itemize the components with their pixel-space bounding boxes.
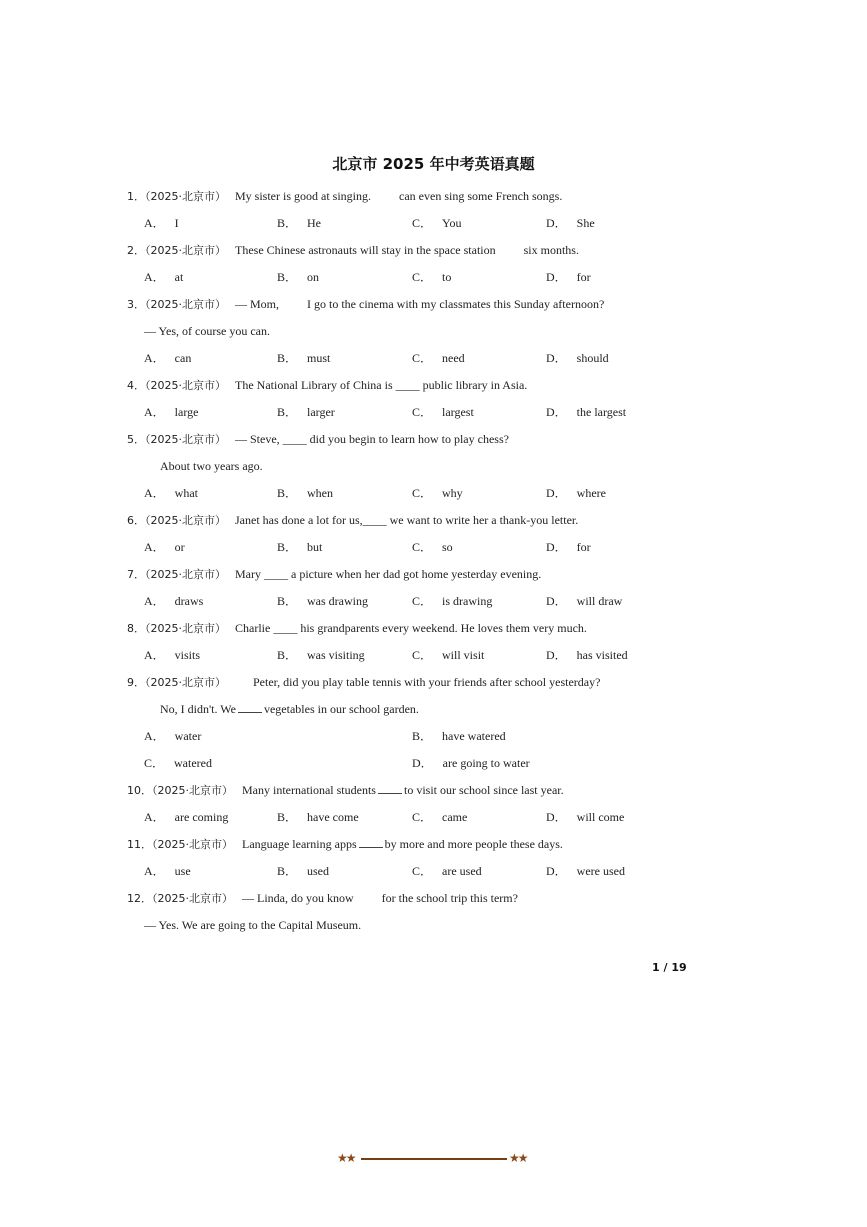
option-c[interactable]: C． will visit <box>412 648 485 662</box>
question-stem: — Steve, ____ did you begin to learn how to play chess? <box>235 432 509 446</box>
question-5 <box>127 431 509 448</box>
footer-ornament <box>337 1151 533 1167</box>
question-source-tag: （2025·北京市） <box>145 298 226 311</box>
footer-rule <box>361 1158 507 1160</box>
question-stem-cont: I go to the cinema with my classmates this Sunday afternoon? <box>307 297 605 311</box>
option-d[interactable]: D． has visited <box>546 648 628 662</box>
option-b[interactable]: B． used <box>277 864 330 878</box>
option-a[interactable]: A． water <box>144 729 202 743</box>
page-number: 1 / 19 <box>652 961 687 974</box>
question-stem: Language learning apps <box>242 837 357 851</box>
question-source-tag: （2025·北京市） <box>145 190 226 203</box>
star-icon: ★★ <box>509 1151 527 1165</box>
option-d[interactable]: D． for <box>546 270 591 284</box>
question-number: 7． <box>127 568 145 581</box>
answer-blank <box>359 836 383 848</box>
option-c[interactable]: C． watered <box>144 756 212 770</box>
question-8 <box>127 620 587 637</box>
question-number: 12． <box>127 892 152 905</box>
question-stem-cont: by more and more people these days. <box>384 837 563 851</box>
question-6 <box>127 512 578 529</box>
question-response: No, I didn't. We vegetables in our school garden. <box>160 702 419 716</box>
option-c[interactable]: C． need <box>412 351 465 365</box>
option-d[interactable]: D． should <box>546 351 609 365</box>
question-response: About two years ago. <box>160 459 263 473</box>
option-c[interactable]: C． so <box>412 540 453 554</box>
question-number: 10． <box>127 784 152 797</box>
question-number: 5． <box>127 433 145 446</box>
option-b[interactable]: B． was drawing <box>277 594 368 608</box>
option-d[interactable]: D． the largest <box>546 405 627 419</box>
option-b[interactable]: B． but <box>277 540 323 554</box>
question-10 <box>127 782 564 799</box>
option-d[interactable]: D． will draw <box>546 594 623 608</box>
option-c[interactable]: C． to <box>412 270 452 284</box>
answer-blank <box>378 782 402 794</box>
question-stem: Many international students <box>242 783 376 797</box>
option-a[interactable]: A． use <box>144 864 191 878</box>
question-stem: My sister is good at singing. <box>235 189 372 203</box>
question-2 <box>127 242 579 259</box>
question-source-tag: （2025·北京市） <box>145 622 226 635</box>
question-4 <box>127 377 527 394</box>
page-title: 北京市 2025 年中考英语真题 <box>332 155 535 173</box>
question-source-tag: （2025·北京市） <box>145 568 226 581</box>
option-b[interactable]: B． was visiting <box>277 648 365 662</box>
question-number: 9． <box>127 676 145 689</box>
question-stem: These Chinese astronauts will stay in the space station <box>235 243 496 257</box>
question-stem: The National Library of China is ____ public library in Asia. <box>235 378 528 392</box>
option-d[interactable]: D． She <box>546 216 595 230</box>
option-b[interactable]: B． must <box>277 351 331 365</box>
option-a[interactable]: A． what <box>144 486 198 500</box>
question-number: 6． <box>127 514 145 527</box>
question-stem: — Linda, do you know <box>242 891 354 905</box>
option-b[interactable]: B． have come <box>277 810 359 824</box>
question-number: 2． <box>127 244 145 257</box>
question-response: — Yes, of course you can. <box>144 324 270 338</box>
option-c[interactable]: C． came <box>412 810 468 824</box>
question-stem: Charlie ____ his grandparents every weekend. He loves them very much. <box>235 621 587 635</box>
question-number: 8． <box>127 622 145 635</box>
option-a[interactable]: A． draws <box>144 594 204 608</box>
option-a[interactable]: A． large <box>144 405 199 419</box>
option-d[interactable]: D． where <box>546 486 606 500</box>
question-7 <box>127 566 541 583</box>
question-response: — Yes. We are going to the Capital Museum. <box>144 918 362 932</box>
question-3 <box>127 296 604 313</box>
question-source-tag: （2025·北京市） <box>152 784 233 797</box>
question-source-tag: （2025·北京市） <box>145 514 226 527</box>
question-stem-cont: for the school trip this term? <box>381 891 518 905</box>
option-b[interactable]: B． have watered <box>412 729 506 743</box>
option-d[interactable]: D． for <box>546 540 591 554</box>
question-source-tag: （2025·北京市） <box>145 433 226 446</box>
option-c[interactable]: C． largest <box>412 405 474 419</box>
question-11 <box>127 836 563 853</box>
star-icon: ★★ <box>337 1151 355 1165</box>
question-stem: Peter, did you play table tennis with your friends after school yesterday? <box>253 675 601 689</box>
option-b[interactable]: B． larger <box>277 405 335 419</box>
option-a[interactable]: A． at <box>144 270 184 284</box>
question-number: 4． <box>127 379 145 392</box>
option-a[interactable]: A． or <box>144 540 185 554</box>
question-source-tag: （2025·北京市） <box>145 379 226 392</box>
option-a[interactable]: A． I <box>144 216 179 230</box>
question-stem-cont: six months. <box>523 243 579 257</box>
option-a[interactable]: A． visits <box>144 648 201 662</box>
option-b[interactable]: B． when <box>277 486 334 500</box>
question-stem-cont: to visit our school since last year. <box>403 783 564 797</box>
question-stem: — Mom, <box>235 297 280 311</box>
option-a[interactable]: A． are coming <box>144 810 229 824</box>
question-stem-cont: can even sing some French songs. <box>399 189 563 203</box>
option-a[interactable]: A． can <box>144 351 192 365</box>
question-9 <box>127 674 600 691</box>
option-d[interactable]: D． will come <box>546 810 625 824</box>
option-c[interactable]: C． are used <box>412 864 482 878</box>
question-number: 3． <box>127 298 145 311</box>
option-b[interactable]: B． He <box>277 216 322 230</box>
option-c[interactable]: C． You <box>412 216 462 230</box>
option-c[interactable]: C． why <box>412 486 463 500</box>
question-1 <box>127 188 562 205</box>
option-c[interactable]: C． is drawing <box>412 594 493 608</box>
question-source-tag: （2025·北京市） <box>145 244 226 257</box>
option-d[interactable]: D． are going to water <box>412 756 530 770</box>
question-stem: Janet has done a lot for us,____ we want to write her a thank-you letter. <box>235 513 579 527</box>
question-12 <box>127 890 518 907</box>
question-source-tag: （2025·北京市） <box>152 892 233 905</box>
question-stem: Mary ____ a picture when her dad got home yesterday evening. <box>235 567 542 581</box>
question-number: 1． <box>127 190 145 203</box>
question-source-tag: （2025·北京市） <box>145 676 226 689</box>
question-number: 11． <box>127 838 152 851</box>
question-source-tag: （2025·北京市） <box>152 838 233 851</box>
answer-blank <box>238 701 262 713</box>
option-d[interactable]: D． were used <box>546 864 625 878</box>
option-b[interactable]: B． on <box>277 270 320 284</box>
